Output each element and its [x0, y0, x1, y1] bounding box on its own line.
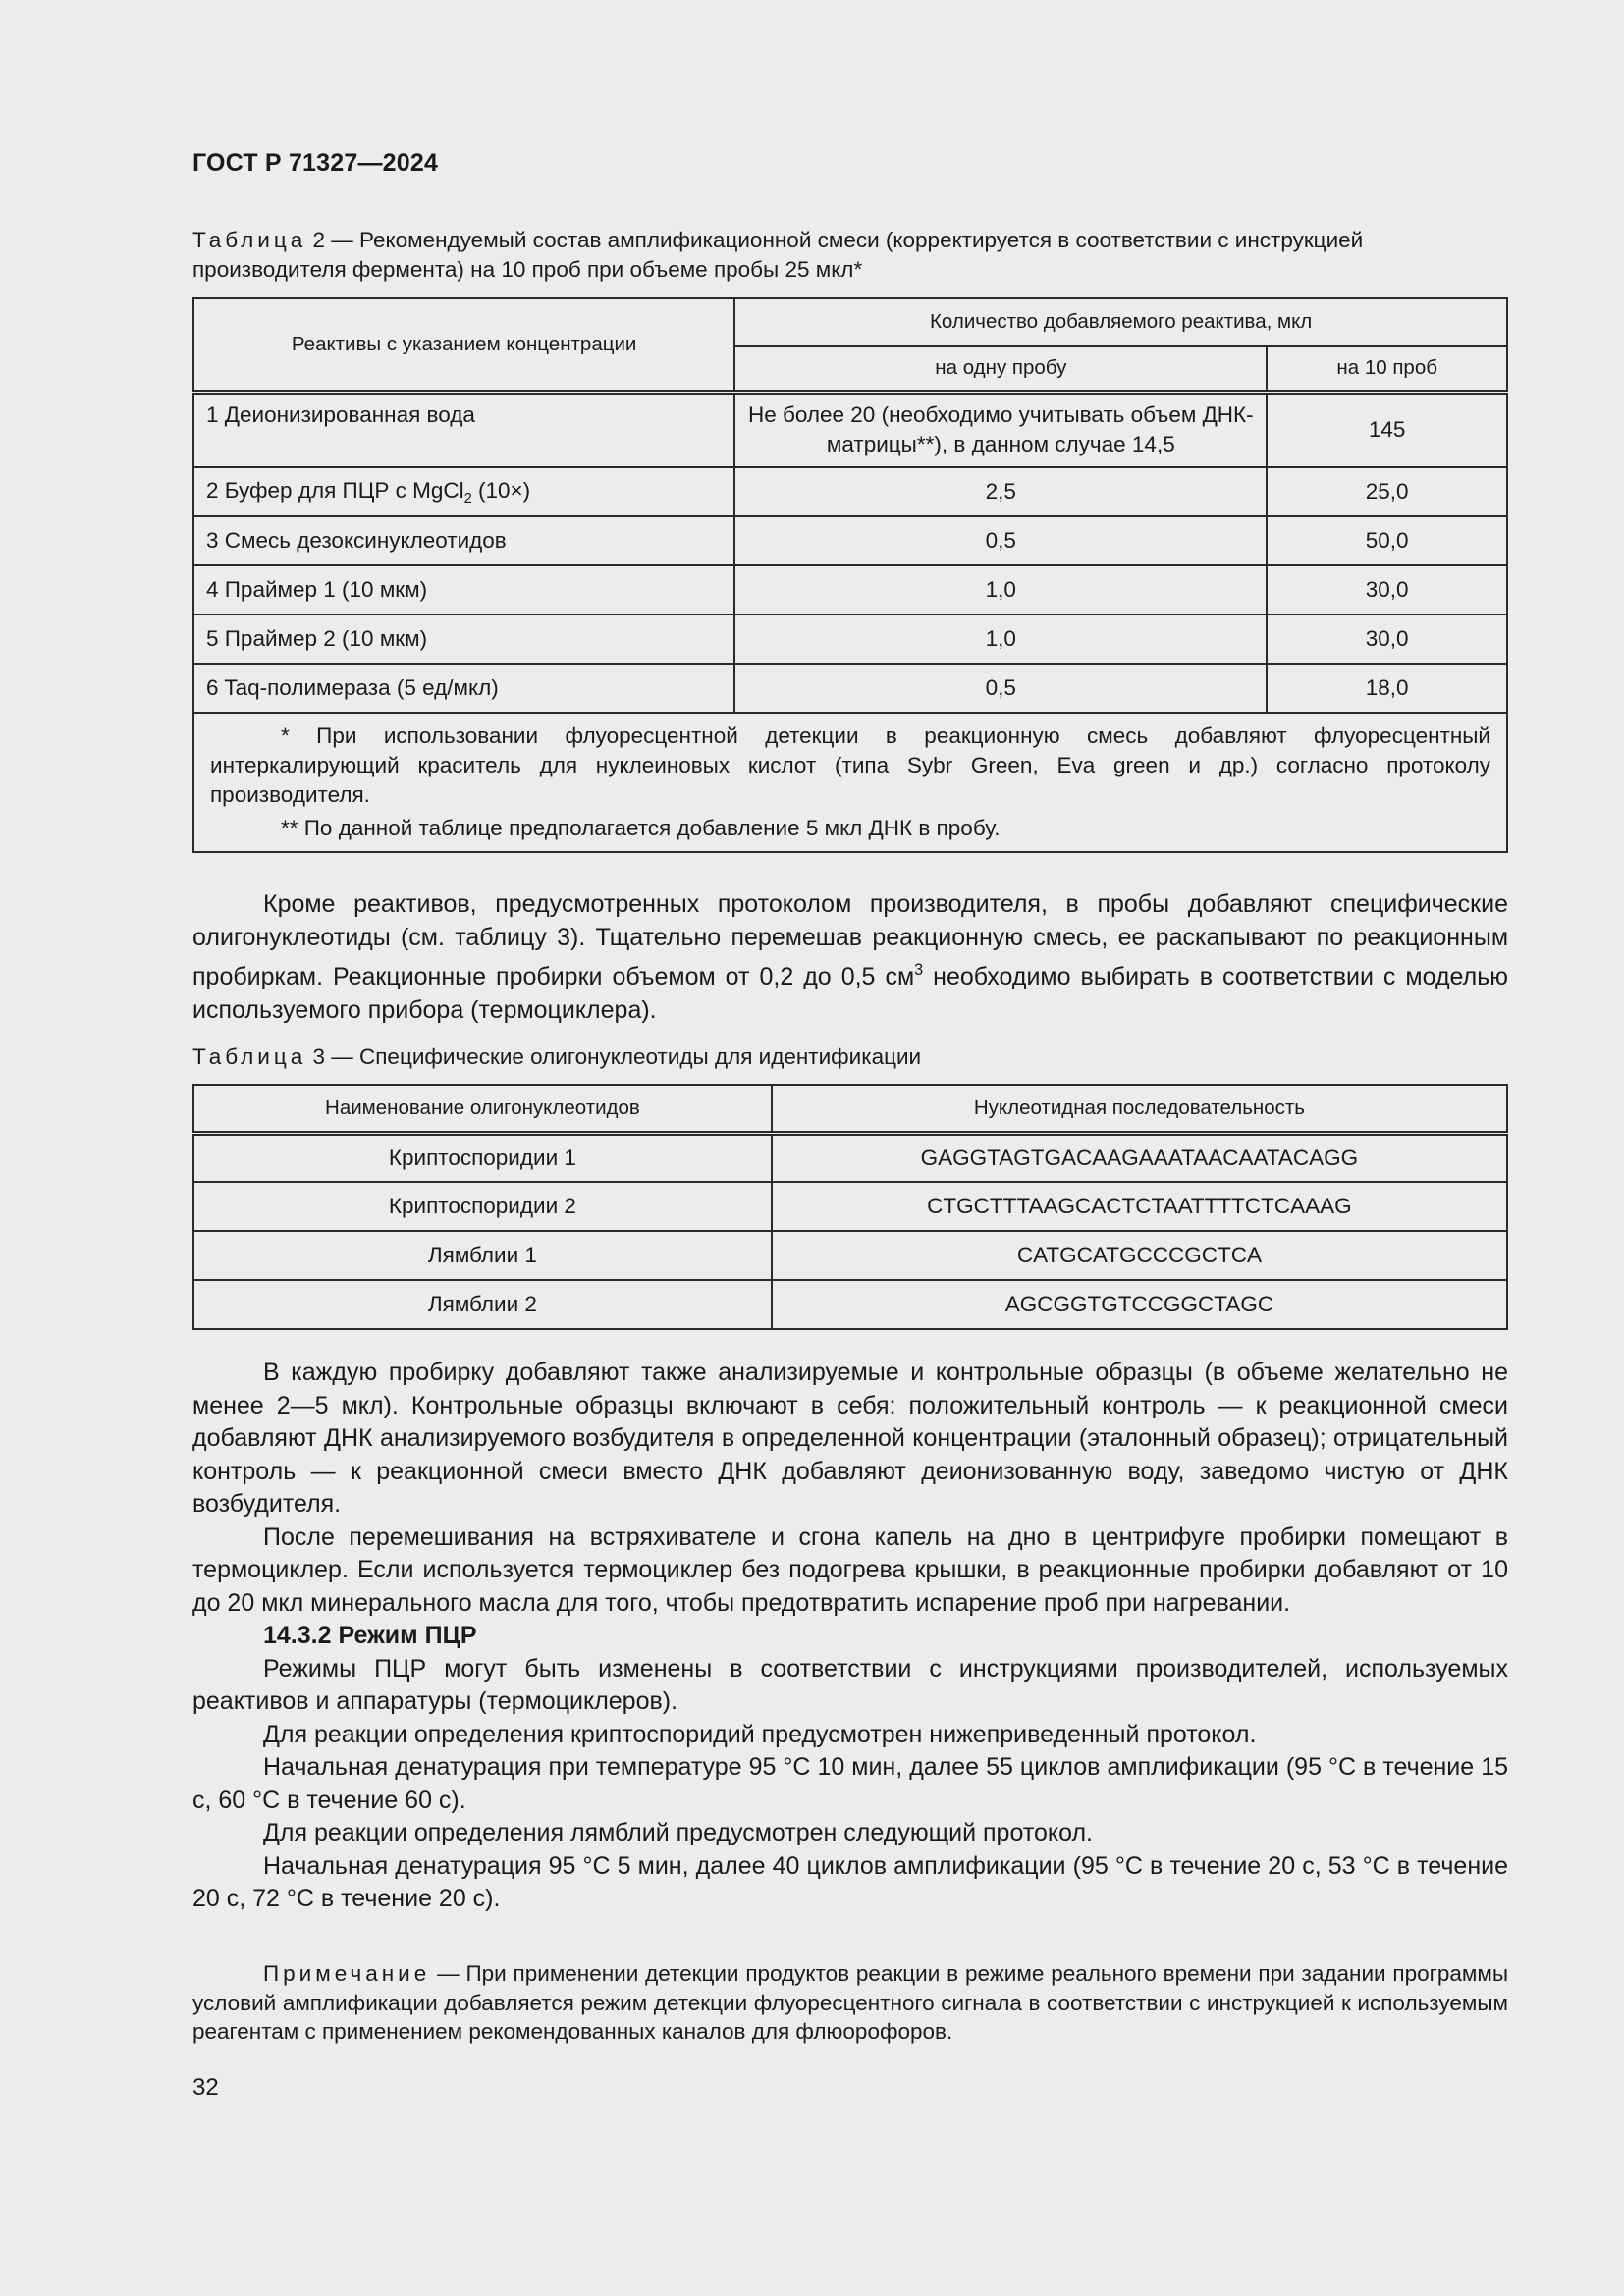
table3-header-seq: Нуклеотидная последовательность: [772, 1085, 1507, 1133]
table2-header-reagents: Реактивы с указанием концентрации: [193, 298, 734, 392]
body-text: [192, 1357, 1508, 1916]
table3-cell-name: Криптоспоридии 1: [193, 1133, 772, 1182]
table2-cell-one: 1,0: [734, 614, 1267, 664]
paragraph-pcr-modes: Режимы ПЦР могут быть изменены в соответствии с инструкциями производителей, используемых реактивов и аппаратуры (термоциклеров).: [192, 1654, 1508, 1715]
table3-cell-name: Лямблии 1: [193, 1231, 772, 1280]
table3-header-name: Наименование олигонуклеотидов: [193, 1085, 772, 1133]
table2-cell-ten: 145: [1267, 392, 1507, 467]
table3-caption-word: Таблица: [192, 1044, 307, 1069]
table2-cell-one: 0,5: [734, 664, 1267, 713]
table2-cell-name: 5 Праймер 2 (10 мкм): [193, 614, 734, 664]
paragraph-samples: В каждую пробирку добавляют также анализируемые и контрольные образцы (в объеме желательно не менее 2—5 мкл). Контрольные образцы включают в себя: положительный контроль — к реакционной смеси добавляют ДНК анализируемого возбудителя в определенной концентрации (эталонный образец); отрицательный контроль — к реакционной смеси вместо ДНК добавляют деионизованную воду, заведомо чистую от ДНК возбудителя.: [192, 1359, 1508, 1518]
paragraph-giardia-details: Начальная денатурация 95 °С 5 мин, далее 40 циклов амплификации (95 °С в течение 20 с, 53 °С в течение 20 с, 72 °С в течение 20 с).: [192, 1851, 1508, 1912]
table2-footnote-2: ** По данной таблице предполагается добавление 5 мкл ДНК в пробу.: [281, 816, 1001, 840]
table2-cell-ten: 30,0: [1267, 614, 1507, 664]
table3-cell-seq: CTGCTTTAAGCACTCTAATTTTCTCAAAG: [772, 1182, 1507, 1231]
table-row: [193, 1182, 1507, 1231]
paragraph-reagents: [192, 888, 1508, 1027]
table2-cell-one: 1,0: [734, 565, 1267, 614]
table3-cell-seq: AGCGGTGTCCGGCTAGC: [772, 1280, 1507, 1329]
table2-cell-ten: 25,0: [1267, 467, 1507, 516]
table-row: [193, 392, 1507, 467]
table2-footnote-1: * При использовании флуоресцентной детекции в реакционную смесь добавляют флуоресцентный интеркалирующий краситель для нуклеиновых кислот (типа Sybr Green, Eva green и др.) согласно протоколу производителя.: [210, 723, 1490, 807]
table2-header-amount: Количество добавляемого реактива, мкл: [734, 298, 1507, 346]
table3-cell-name: Криптоспоридии 2: [193, 1182, 772, 1231]
table3-cell-name: Лямблии 2: [193, 1280, 772, 1329]
table2-cell-name-text: 2 Буфер для ПЦР с MgCl: [206, 477, 464, 503]
table2-caption-text: 2 — Рекомендуемый состав амплификационной смеси (корректируется в соответствии с инструкцией производителя фермента) на 10 проб при объеме пробы 25 мкл*: [192, 228, 1364, 282]
table2-cell-name: 3 Смесь дезоксинуклеотидов: [193, 516, 734, 565]
table-row: [193, 1231, 1507, 1280]
note-text: — При применении детекции продуктов реакции в режиме реального времени при задании программы условий амплификации добавляется режим детекции флуоресцентного сигнала в соответствии с инструкцией к используемым реагентам с применением рекомендованных каналов для флюорофоров.: [192, 1961, 1508, 2044]
table-row: [193, 565, 1507, 614]
section-heading: 14.3.2 Режим ПЦР: [263, 1622, 477, 1649]
table2-footnotes: [193, 713, 1507, 852]
table2-caption: [192, 226, 1508, 285]
table2-cell-one: Не более 20 (необходимо учитывать объем ДНК-матрицы**), в данном случае 14,5: [734, 392, 1267, 467]
table-row: [193, 1280, 1507, 1329]
table2-cell-one: 2,5: [734, 467, 1267, 516]
paragraph-superscript: 3: [914, 961, 924, 979]
paragraph-text: Кроме реактивов, предусмотренных протоколом производителя, в пробы добавляют специфические олигонуклеотиды (см. таблицу 3). Тщательно перемешав реакционную смесь, ее раскапывают по реакционным пробиркам. Реакционные пробирки объемом от 0,2 до 0,5 см: [192, 890, 1508, 990]
table2-cell-name-text: (10×): [471, 477, 531, 503]
paragraph-thermocycler: После перемешивания на встряхивателе и сгона капель на дно в центрифуге пробирки помещают в термоциклер. Если используется термоциклер без подогрева крышки, в реакционные пробирки добавляют от 10 до 20 мкл минерального масла для того, чтобы предотвратить испарение проб при нагревании.: [192, 1522, 1508, 1617]
note: [192, 1959, 1508, 2047]
table3: [192, 1084, 1508, 1330]
document-page: [192, 0, 1508, 2296]
table-row: [193, 1133, 1507, 1182]
table2-cell-name: 1 Деионизированная вода: [193, 392, 734, 467]
table3-cell-seq: CATGCATGCCCGCTCA: [772, 1231, 1507, 1280]
table2-cell-ten: 50,0: [1267, 516, 1507, 565]
table3-caption-text: 3 — Специфические олигонуклеотиды для идентификации: [306, 1044, 922, 1069]
table2-header-ten: на 10 проб: [1267, 346, 1507, 392]
paragraph-crypto-protocol: Для реакции определения криптоспоридий предусмотрен нижеприведенный протокол.: [263, 1720, 1257, 1748]
table2-cell-ten: 30,0: [1267, 565, 1507, 614]
paragraph-text: необходимо выбирать в соответствии с моделью используемого прибора (термоциклера).: [192, 963, 1508, 1024]
table2-header-one: на одну пробу: [734, 346, 1267, 392]
page-number: 32: [192, 2074, 219, 2101]
table3-cell-seq: GAGGTAGTGACAAGAAATAACAATACAGG: [772, 1133, 1507, 1182]
page-header: ГОСТ Р 71327—2024: [192, 149, 439, 177]
paragraph-giardia-protocol: Для реакции определения лямблий предусмотрен следующий протокол.: [263, 1819, 1093, 1846]
table2-cell-name: 4 Праймер 1 (10 мкм): [193, 565, 734, 614]
note-label: Примечание: [263, 1961, 431, 1986]
table3-caption: [192, 1042, 1508, 1072]
table-row: [193, 467, 1507, 516]
paragraph-crypto-details: Начальная денатурация при температуре 95 °С 10 мин, далее 55 циклов амплификации (95 °С в течение 15 с, 60 °С в течение 60 с).: [192, 1753, 1508, 1814]
table2-cell-name: 6 Taq-полимераза (5 ед/мкл): [193, 664, 734, 713]
table2-cell-one: 0,5: [734, 516, 1267, 565]
table2-cell-name: [193, 467, 734, 516]
table-row: [193, 664, 1507, 713]
table2: [192, 297, 1508, 853]
table-row: [193, 516, 1507, 565]
table2-caption-word: Таблица: [192, 228, 307, 252]
table2-cell-ten: 18,0: [1267, 664, 1507, 713]
table2-cell-name-sub: 2: [463, 490, 472, 507]
table-row: [193, 614, 1507, 664]
